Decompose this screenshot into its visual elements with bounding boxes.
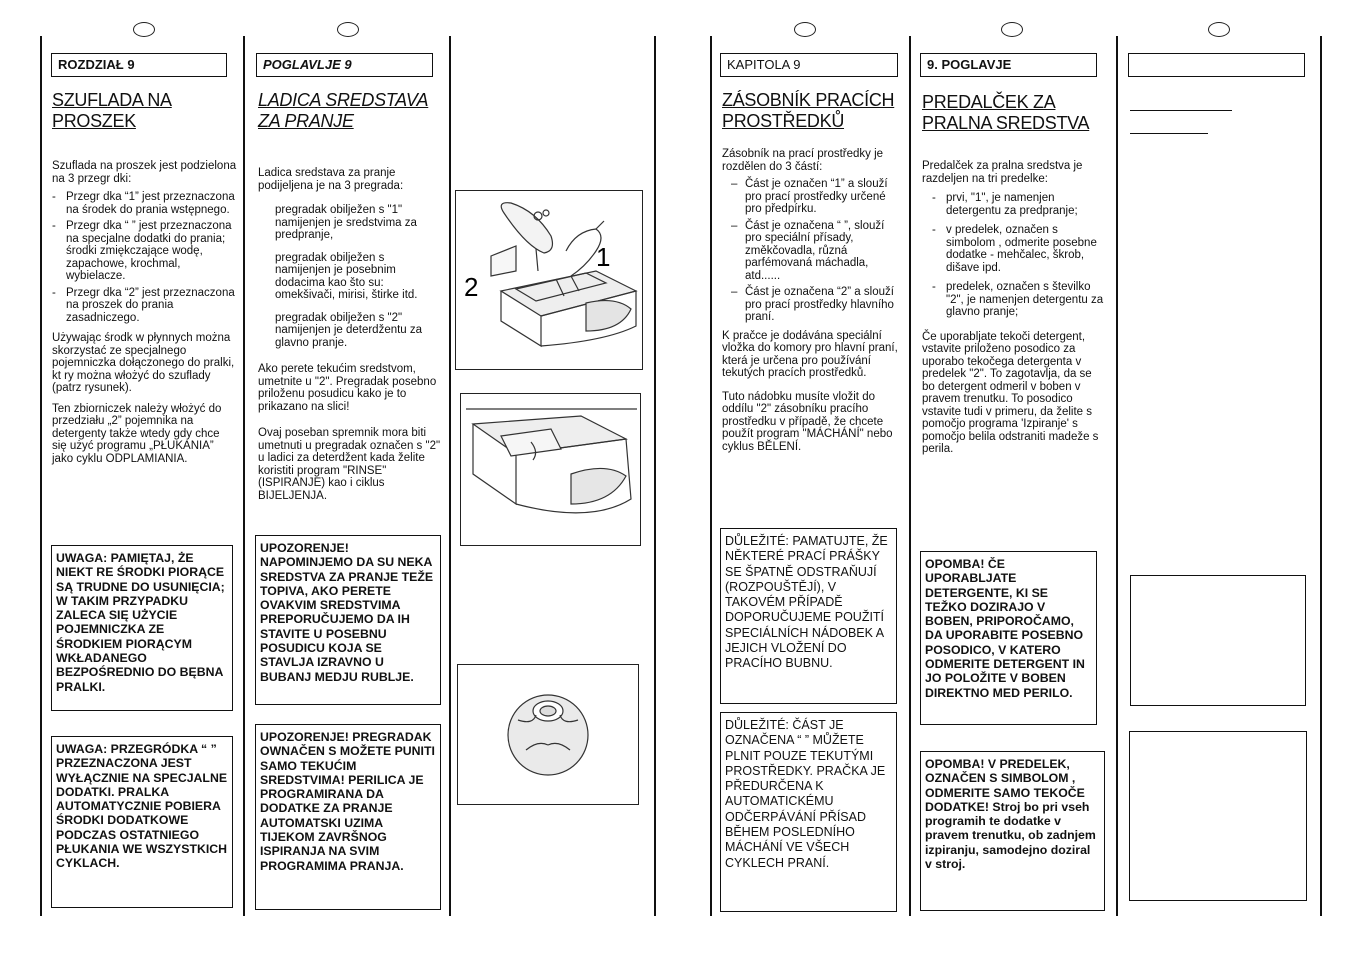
liquid-container-illustration <box>460 393 641 546</box>
paragraph: Tuto nádobku musíte vložit do oddílu "2" zásobníku pracího prostředku v případě, že chcete použít program "MÁCHÁNÍ" nebo cyklus BĚLENÍ. <box>722 390 893 453</box>
chapter-header: ROZDZIAŁ 9 <box>51 53 227 77</box>
list-item: - v predelek, označen s simbolom , odmerite posebne dodatke - mehčalec, škrob, dišave ipd. <box>932 224 1097 274</box>
section-title: SZUFLADA NA PROSZEK <box>52 90 172 131</box>
language-flag-icon <box>337 22 359 37</box>
warning-box: UPOZORENJE! NAPOMINJEMO DA SU NEKA SREDSTVA ZA PRANJE TEŽE TOPIVA, AKO PERETE OVAKVIM SREDSTVIMA PREPORUČUJEMO DA IH STAVITE U POSEBNU POSUDICU KOJA SE STAVLJA IZRAVNO U BUBANJ MEDJU RUBLJE. <box>255 535 441 705</box>
list-item: – Část je označen “1” a slouží pro prací prostředky určené pro předpírku. <box>731 178 888 215</box>
section-title: PREDALČEK ZA PRALNA SREDSTVA <box>922 92 1090 133</box>
chapter-header: KAPITOLA 9 <box>720 53 898 77</box>
language-flag-icon <box>133 22 155 37</box>
paragraph: Ten zbiorniczek należy włożyć do przedziału „2” pojemnika na detergenty także wtedy gdy chce się użyć programu „PŁUKANIA” jako cyklu ODPLAMIANIA. <box>52 402 222 465</box>
chapter-header: 9. POGLAVJE <box>920 53 1097 77</box>
warning-box: OPOMBA! ČE UPORABLJATE DETERGENTE, KI SE TEŽKO DOZIRAJO V BOBEN, PRIPOROČAMO, DA UPORABITE POSEBNO POSODICO, V KATERO ODMERITE DETERGENT IN JO POLOŽITE V BOBEN DIREKTNO MED PERILO. <box>920 551 1097 725</box>
language-flag-icon <box>1208 22 1230 37</box>
chapter-header-empty <box>1128 53 1305 77</box>
list-item: – Část je označena “ ”, slouží pro speciální přísady, změkčovadla, různá parfémovaná máchadla, atd...... <box>731 219 885 282</box>
section-body <box>722 148 903 461</box>
section-title: LADICA SREDSTAVA ZA PRANJE <box>258 90 429 131</box>
title-underline <box>1130 133 1208 134</box>
warning-box: OPOMBA! V PREDELEK, OZNAČEN S SIMBOLOM , ODMERITE SAMO TEKOČE DODATKE! Stroj bo pri vseh programih te dodatke v pravem trenutku, ob zadnjem izpiranju, samodejno doziral v stroj. <box>920 751 1105 911</box>
paragraph: Ako perete tekućim sredstvom, umetnite u "2". Pregradak posebno priloženu posudicu kako je to prikazano na slici! <box>258 363 437 413</box>
paragraph: Ovaj poseban spremnik mora biti umetnuti u pregradak označen s "2" u ladici za deterdžent kada želite koristiti program "RINSE" (ISPIRANJE) kao i ciklus BIJELJENJA. <box>258 427 441 502</box>
drawer-pouring-illustration <box>455 190 643 370</box>
paragraph: K pračce je dodávána speciální vložka do komory pro hlavní praní, která je určena pro používání tekutých pracích prostředků. <box>722 329 898 379</box>
language-flag-icon <box>794 22 816 37</box>
section-title: ZÁSOBNÍK PRACÍCH PROSTŘEDKŮ <box>722 90 895 131</box>
list-item: - prvi, "1", je namenjen detergentu za predpranje; <box>932 192 1078 217</box>
figure-label-two: 2 <box>464 272 479 302</box>
paragraph: Używając środk w płynnych można skorzystać ze specjalnego pojemniczka dołączonego do pralki, kt ry można włożyć do szuflady (patrz rysunek). <box>52 332 235 394</box>
warning-box: UWAGA: PAMIĘTAJ, ŻE NIEKT RE ŚRODKI PIORĄCE SĄ TRUDNE DO USUNIĘCIA; W TAKIM PRZYPADKU ZALECA SIĘ UŻYCIE POJEMNICZKA ZE ŚRODKIEM PIORĄCYM WKŁADANEGO BEZPOŚREDNIO DO BĘBNA PRALKI. <box>51 545 233 711</box>
empty-note-box <box>1129 731 1307 901</box>
language-flag-icon <box>1001 22 1023 37</box>
dosing-ball-drawing <box>458 665 639 805</box>
list-item: pregradak obilježen s namijenjen je posebnim dodacima kao što su: omekšivači, mirisi, štirke itd. <box>275 251 418 301</box>
list-item: – Část je označena “2” a slouží pro prací prostředky hlavního praní. <box>731 286 894 323</box>
empty-note-box <box>1130 575 1306 706</box>
intro-text: Ladica sredstava za pranje podijeljena je na 3 pregrada: <box>258 167 404 192</box>
list-item: - predelek, označen s številko "2", je namenjen detergentu za glavno pranje; <box>932 281 1104 318</box>
title-underline <box>1130 110 1232 111</box>
section-body <box>52 160 237 473</box>
section-body <box>258 167 441 510</box>
list-item: - Przegr dka “1” jest przeznaczona na środek do prania wstępnego. <box>52 191 235 216</box>
intro-text: Szuflada na proszek jest podzielona na 3 przegr dki: <box>52 160 237 185</box>
section-body <box>922 160 1106 464</box>
list-item: - Przegr dka “ ” jest przeznaczona na specjalne dodatki do prania; środki zmiękczające wodę, zapachowe, krochmal, wybielacze. <box>52 220 232 282</box>
warning-box: UPOZORENJE! PREGRADAK OWNAČEN S MOŽETE PUNITI SAMO TEKUĆIM SREDSTVIMA! PERILICA JE PROGRAMIRANA DA DODATKE ZA PRANJE AUTOMATSKI UZIMA TIJEKOM ZAVRŠNOG ISPIRANJA NA SVIM PROGRAMIMA PRANJA. <box>255 724 441 910</box>
list-item: pregradak obilježen s "1" namijenjen je sredstvima za predpranje, <box>275 204 417 241</box>
intro-text: Zásobník na prací prostředky je rozdělen do 3 částí: <box>722 148 884 173</box>
chapter-header: POGLAVLJE 9 <box>256 53 433 77</box>
liquid-container-drawing <box>461 394 641 546</box>
warning-box: DŮLEŽITÉ: PAMATUJTE, ŽE NĚKTERÉ PRACÍ PRÁŠKY SE ŠPATNĚ ODSTRAŇUJÍ (ROZPOUŠTĚJÍ), V TAKOVÉM PŘÍPADĚ DOPORUČUJEME POUŽITÍ SPECIÁLNÍCH NÁDOBEK A JEJICH VLOŽENÍ DO PRACÍHO BUBNU. <box>720 528 897 704</box>
figure-label-one: 1 <box>596 242 611 272</box>
drawer-pouring-drawing <box>456 191 643 370</box>
warning-box: UWAGA: PRZEGRÓDKA “ ” PRZEZNACZONA JEST WYŁĄCZNIE NA SPECJALNE DODATKI. PRALKA AUTOMATYCZNIE POBIERA ŚRODKI DODATKOWE PODCZAS OSTATNIEGO PŁUKANIA WE WSZYSTKICH CYKLACH. <box>51 736 233 908</box>
warning-box: DŮLEŽITÉ: ČÁST JE OZNAČENA “ ” MŮŽETE PLNIT POUZE TEKUTÝMI PROSTŘEDKY. PRAČKA JE PŘEDURČENA K AUTOMATICKÉMU ODČERPÁVÁNÍ PŘÍSAD BĚHEM POSLEDNÍHO MÁCHÁNÍ VE VŠECH CYKLECH PRANÍ. <box>720 712 897 912</box>
list-item: pregradak obilježen s "2" namijenjen je deterdžentu za glavno pranje. <box>275 311 423 349</box>
paragraph: Če uporabljate tekoči detergent, vstavite priloženo posodico za uporabo tekočega detergenta v predelek "2". To zagotavlja, da se bo detergent odmeril v boben v pravem trenutku. To posodico vstavite tudi v primeru, da želite s pomočjo programa 'Izpiranje' s pomočjo belila odstraniti madeže s perila. <box>922 330 1099 455</box>
intro-text: Predalček za pralna sredstva je razdeljen na tri predelke: <box>922 160 1083 185</box>
list-item: - Przegr dka “2” jest przeznaczona na proszek do prania zasadniczego. <box>52 286 235 324</box>
dosing-ball-illustration <box>457 664 639 805</box>
